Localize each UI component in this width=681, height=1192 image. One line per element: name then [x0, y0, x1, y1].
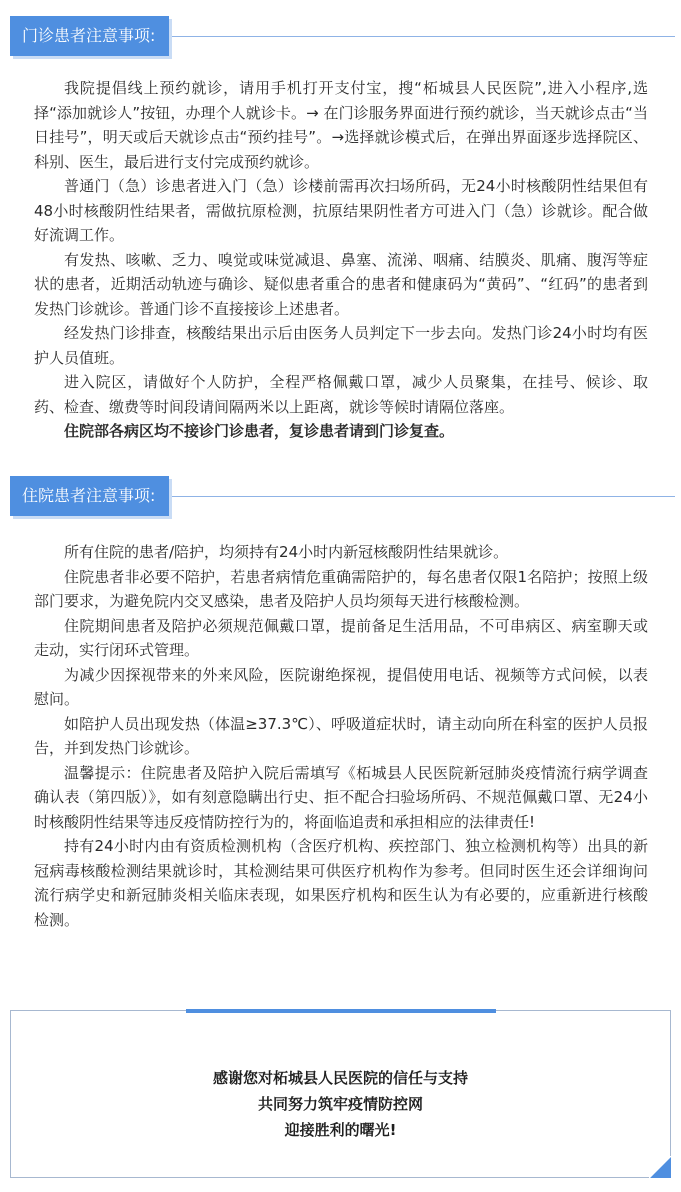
closing-line-1: 感谢您对柘城县人民医院的信任与支持 — [212, 1069, 468, 1087]
closing-accent-bar — [186, 1009, 496, 1013]
inpatient-paragraph-4: 为减少因探视带来的外来风险，医院谢绝探视，提倡使用电话、视频等方式问候，以表慰问。 — [34, 665, 648, 708]
outpatient-title: 门诊患者注意事项: — [10, 16, 169, 56]
outpatient-paragraph-1: 我院提倡线上预约就诊，请用手机打开支付宝，搜“柘城县人民医院”,进入小程序,选择“添加就诊人”按钮，办理个人就诊卡。→ 在门诊服务界面进行预约就诊，当天就诊点击“当日挂号”，明天或后天就诊点击“预约挂号”。→选择就诊模式后，在弹出界面逐步选择院区、科别、医生，最后进行支付完成预约就诊。 — [34, 79, 648, 171]
outpatient-paragraph-6: 住院部各病区均不接诊门诊患者，复诊患者请到门诊复查。 — [64, 422, 455, 440]
inpatient-paragraph-1: 所有住院的患者/陪护，均须持有24小时内新冠核酸阴性结果就诊。 — [64, 543, 509, 561]
inpatient-body — [34, 540, 648, 932]
outpatient-section-header — [10, 16, 675, 56]
inpatient-paragraph-5: 如陪护人员出现发热（体温≥37.3℃）、呼吸道症状时，请主动向所在科室的医护人员报告，并到发热门诊就诊。 — [34, 714, 648, 757]
inpatient-paragraph-7: 持有24小时内由有资质检测机构（含医疗机构、疾控部门、独立检测机构等）出具的新冠病毒核酸检测结果就诊时，其检测结果可供医疗机构作为参考。但同时医生还会详细询问流行病学史和新冠肺炎相关临床表现，如果医疗机构和医生认为有必要的，应重新进行核酸检测。 — [34, 837, 648, 929]
closing-box — [10, 1010, 671, 1178]
outpatient-paragraph-4: 经发热门诊排查，核酸结果出示后由医务人员判定下一步去向。发热门诊24小时均有医护人员值班。 — [34, 324, 648, 367]
closing-line-3: 迎接胜利的曙光! — [284, 1121, 397, 1139]
outpatient-body — [34, 76, 648, 444]
outpatient-paragraph-2: 普通门（急）诊患者进入门（急）诊楼前需再次扫场所码，无24小时核酸阴性结果但有48小时核酸阴性结果者，需做抗原检测，抗原结果阴性者方可进入门（急）诊就诊。配合做好流调工作。 — [34, 177, 648, 244]
corner-decoration-icon — [649, 1156, 671, 1178]
outpatient-paragraph-5: 进入院区，请做好个人防护，全程严格佩戴口罩，减少人员聚集，在挂号、候诊、取药、检查、缴费等时间段请间隔两米以上距离，就诊等候时请隔位落座。 — [34, 373, 648, 416]
closing-line-2: 共同努力筑牢疫情防控网 — [257, 1095, 423, 1113]
inpatient-paragraph-3: 住院期间患者及陪护必须规范佩戴口罩，提前备足生活用品，不可串病区、病室聊天或走动，实行闭环式管理。 — [34, 616, 648, 659]
outpatient-paragraph-3: 有发热、咳嗽、乏力、嗅觉或味觉减退、鼻塞、流涕、咽痛、结膜炎、肌痛、腹泻等症状的患者，近期活动轨迹与确诊、疑似患者重合的患者和健康码为“黄码”、“红码”的患者到发热门诊就诊。普通门诊不直接接诊上述患者。 — [34, 250, 648, 318]
inpatient-paragraph-2: 住院患者非必要不陪护，若患者病情危重确需陪护的，每名患者仅限1名陪护；按照上级部门要求，为避免院内交叉感染，患者及陪护人员均须每天进行核酸检测。 — [34, 567, 648, 610]
inpatient-title: 住院患者注意事项: — [10, 476, 169, 516]
closing-message — [11, 1065, 670, 1143]
inpatient-section-header — [10, 476, 675, 516]
inpatient-paragraph-6: 温馨提示：住院患者及陪护入院后需填写《柘城县人民医院新冠肺炎疫情流行病学调查确认表（第四版）》，如有刻意隐瞒出行史、拒不配合扫验场所码、不规范佩戴口罩、无24小时核酸阴性结果等违反疫情防控行为的，将面临追责和承担相应的法律责任! — [34, 763, 648, 831]
